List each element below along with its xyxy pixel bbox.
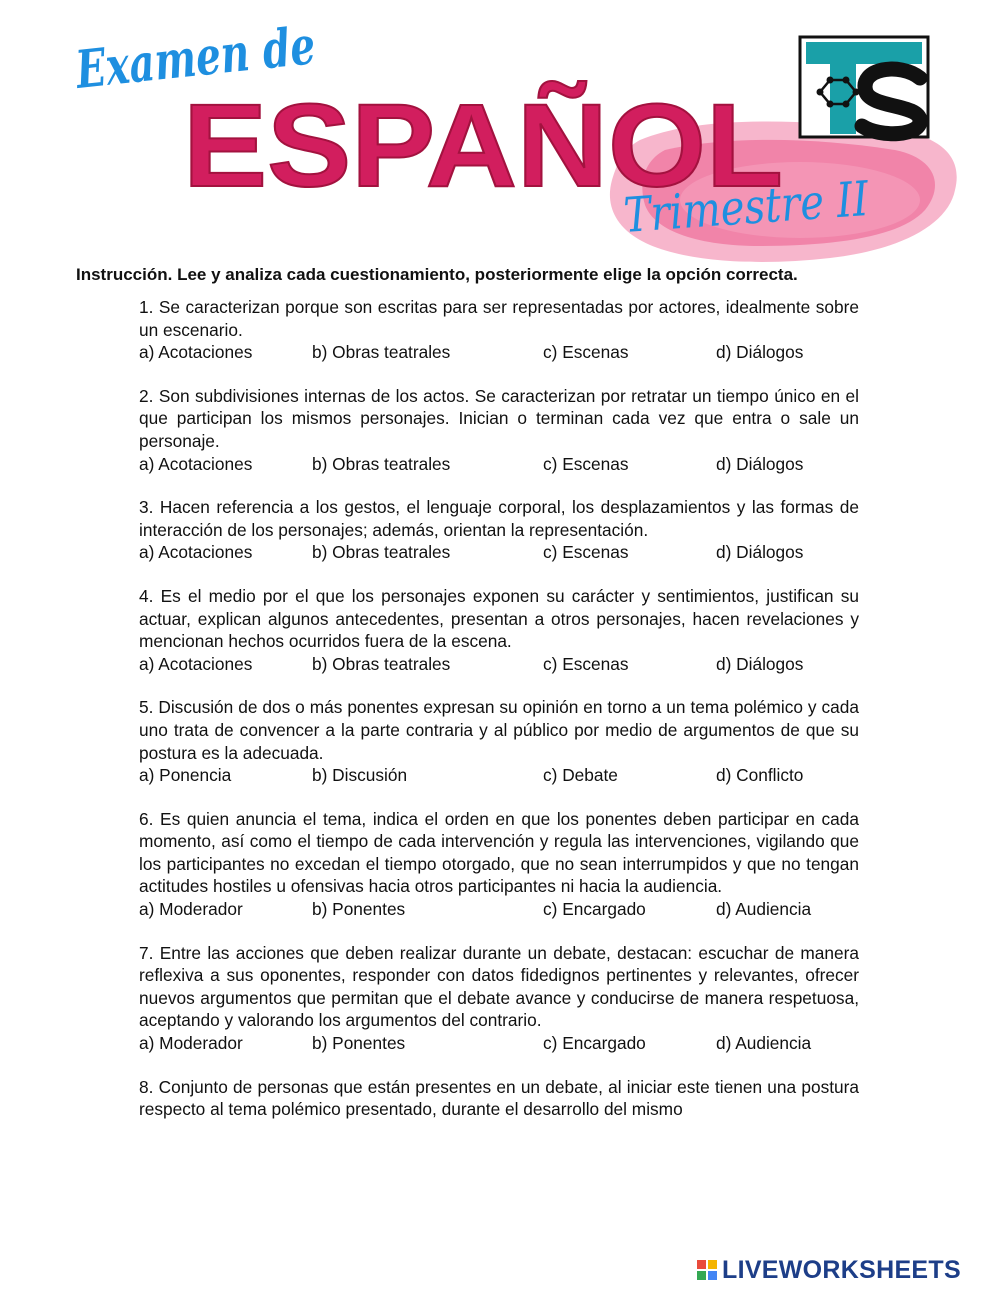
question-4: [139, 585, 859, 675]
question-3: [139, 496, 859, 564]
answer-options: [139, 898, 859, 921]
logo-block: [697, 1260, 706, 1269]
answer-option-b[interactable]: b) Ponentes: [312, 1033, 406, 1054]
question-text: 7. Entre las acciones que deben realizar durante un debate, destacan: escuchar de manera reflexiva a sus oponentes, responder con datos fidedignos pertinentes y relevantes, ofrecer nuevos argumentos que permitan que el debate avance y conducirse de manera respetuosa, aceptando y valorando los argumentos del contrario.: [139, 942, 859, 1031]
question-1: [139, 296, 859, 364]
answer-option-a[interactable]: a) Acotaciones: [139, 542, 253, 563]
answer-option-c[interactable]: c) Debate: [543, 765, 618, 786]
answer-option-c[interactable]: c) Escenas: [543, 542, 629, 563]
question-text: 8. Conjunto de personas que están presentes en un debate, al iniciar este tienen una postura respecto al tema polémico presentado, durante el desarrollo del mismo: [139, 1076, 859, 1120]
instruction-text: Instrucción. Lee y analiza cada cuestionamiento, posteriormente elige la opción correcta.: [76, 265, 798, 284]
answer-option-c[interactable]: c) Escenas: [543, 453, 629, 474]
question-2: [139, 385, 859, 475]
answer-option-b[interactable]: b) Obras teatrales: [312, 453, 451, 474]
answer-option-a[interactable]: a) Acotaciones: [139, 653, 253, 674]
answer-option-d[interactable]: d) Diálogos: [716, 342, 804, 363]
question-text: 5. Discusión de dos o más ponentes expresan su opinión en torno a un tema polémico y cada uno trata de convencer a la parte contraria y al público por medio de argumentos de que su postura es la adecuada.: [139, 697, 859, 763]
answer-option-d[interactable]: d) Audiencia: [716, 899, 812, 920]
answer-option-d[interactable]: d) Diálogos: [716, 453, 804, 474]
answer-option-a[interactable]: a) Acotaciones: [139, 453, 253, 474]
answer-options: [139, 764, 859, 787]
answer-option-d[interactable]: d) Conflicto: [716, 765, 804, 786]
logo-blocks-icon: [697, 1260, 717, 1280]
answer-option-b[interactable]: b) Ponentes: [312, 899, 406, 920]
logo-block: [708, 1260, 717, 1269]
answer-option-d[interactable]: d) Audiencia: [716, 1033, 812, 1054]
header-title: ESPAÑOL: [183, 80, 783, 212]
answer-option-c[interactable]: c) Encargado: [543, 899, 646, 920]
answer-option-b[interactable]: b) Obras teatrales: [312, 542, 451, 563]
answer-option-a[interactable]: a) Moderador: [139, 1033, 243, 1054]
question-text: 1. Se caracterizan porque son escritas para ser representadas por actores, idealmente sobre un escenario.: [139, 297, 859, 340]
answer-option-b[interactable]: b) Discusión: [312, 765, 408, 786]
question-text: 4. Es el medio por el que los personajes exponen su carácter y sentimientos, justifican su actuar, explican algunos antecedentes, presentan a otros personajes, hacen revelaciones y mencionan hechos ocurridos fuera de la escena.: [139, 585, 859, 652]
answer-options: [139, 541, 859, 564]
answer-options: [139, 1032, 859, 1055]
question-text: 2. Son subdivisiones internas de los actos. Se caracterizan por retratar un tiempo único en el que participan los mismos personajes. Inician o terminan cada vez que entra o sale un personaje.: [139, 385, 859, 451]
header-art: [0, 0, 1000, 265]
brand-name: LIVEWORKSHEETS: [722, 1255, 961, 1284]
answer-option-b[interactable]: b) Obras teatrales: [312, 653, 451, 674]
question-text: 3. Hacen referencia a los gestos, el lenguaje corporal, los desplazamientos y las formas de interacción de los personajes; además, orientan la representación.: [139, 497, 859, 540]
answer-option-c[interactable]: c) Escenas: [543, 653, 629, 674]
answer-option-a[interactable]: a) Acotaciones: [139, 342, 253, 363]
header-subtitle: Trimestre II: [621, 167, 918, 244]
question-7: [139, 942, 859, 1055]
logo-block: [697, 1271, 706, 1280]
question-5: [139, 696, 859, 786]
question-6: [139, 808, 859, 921]
question-list: [139, 296, 859, 1142]
ts-logo: [800, 37, 928, 137]
answer-option-c[interactable]: c) Escenas: [543, 342, 629, 363]
answer-option-c[interactable]: c) Encargado: [543, 1033, 646, 1054]
answer-option-a[interactable]: a) Ponencia: [139, 765, 232, 786]
answer-options: [139, 653, 859, 676]
logo-block: [708, 1271, 717, 1280]
answer-options: [139, 453, 859, 476]
question-text: 6. Es quien anuncia el tema, indica el orden en que los ponentes deben participar en cada momento, así como el tiempo de cada intervención y regula las intervenciones, vigilando que los participantes no excedan el tiempo otorgado, que no sean interrumpidos y que no tengan actitudes hostiles u ofensivas hacia otros participantes ni hacia la audiencia.: [139, 808, 859, 897]
answer-option-d[interactable]: d) Diálogos: [716, 542, 804, 563]
answer-option-d[interactable]: d) Diálogos: [716, 653, 804, 674]
header-banner: [0, 0, 1000, 265]
answer-options: [139, 341, 859, 364]
answer-option-b[interactable]: b) Obras teatrales: [312, 342, 451, 363]
liveworksheets-logo: [697, 1255, 961, 1285]
question-8: [139, 1076, 859, 1121]
header-line1: Examen de: [72, 7, 396, 101]
answer-option-a[interactable]: a) Moderador: [139, 899, 243, 920]
